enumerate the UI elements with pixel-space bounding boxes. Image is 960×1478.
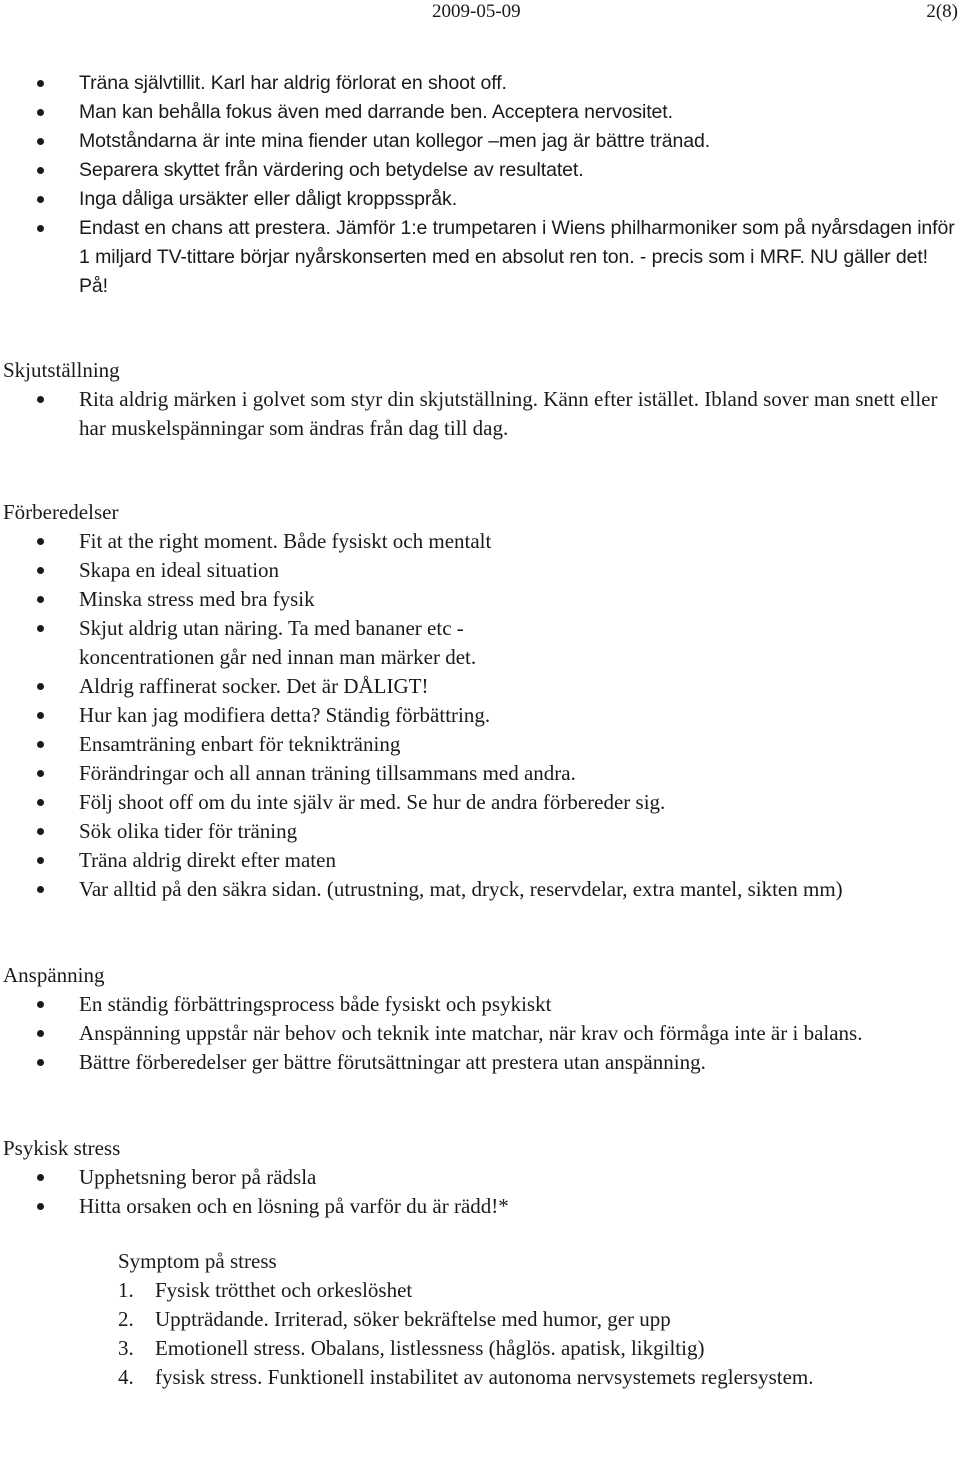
list-item-text: Endast en chans att prestera. Jämför 1:e trumpetaren i Wiens philharmoniker som på nyårsdagen inför 1 miljard TV-tittare börjar nyårskonserten med en absolut ren ton. - precis som i MRF. NU gäller det! På! [79,217,955,297]
bullet-icon [37,167,44,174]
list-item-text: Rita aldrig märken i golvet som styr din skjutställning. Känn efter istället. Ibland sover man snett eller har muskelspänningar som ändras från dag till dag. [79,387,938,440]
list-item [0,585,960,614]
list-item [0,990,960,1019]
list-item [0,69,960,98]
list-item [0,875,960,904]
numbered-item [0,1363,960,1392]
list-item [0,556,960,585]
list-item [0,385,960,443]
section-heading-forberedelser: Förberedelser [3,500,119,524]
list-item [0,672,960,701]
list-item-text: Man kan behålla fokus även med darrande ben. Acceptera nervositet. [79,101,673,123]
document-body [0,69,960,1392]
list-item [0,701,960,730]
bullet-icon [37,596,44,603]
bullet-icon [37,683,44,690]
page-header [0,0,960,30]
list-item-text: Sök olika tider för träning [79,819,298,843]
bullet-icon [37,1001,44,1008]
list-item-text: Skjut aldrig utan näring. Ta med bananer etc -koncentrationen går ned innan man märker det. [79,616,477,669]
list-item [0,1163,960,1192]
header-page-number: 2(8) [926,1,958,22]
list-item-text: Separera skyttet från värdering och betydelse av resultatet. [79,159,584,181]
list-item [0,817,960,846]
numbered-item-text: Uppträdande. Irriterad, söker bekräftelse med humor, ger upp [155,1307,671,1331]
list-item [0,846,960,875]
bullet-icon [37,1174,44,1181]
list-item [0,527,960,556]
item-number: 4. [118,1365,134,1389]
intro-list [0,69,960,301]
skjutstallning-list [0,385,960,443]
bullet-icon [37,770,44,777]
numbered-item [0,1334,960,1363]
bullet-icon [37,1030,44,1037]
list-item-text: Var alltid på den säkra sidan. (utrustning, mat, dryck, reservdelar, extra mantel, sikten mm) [79,877,843,901]
section-heading-anspanning: Anspänning [3,963,105,987]
list-item [0,98,960,127]
bullet-icon [37,857,44,864]
list-item-text: Bättre förberedelser ger bättre förutsättningar att prestera utan anspänning. [79,1050,706,1074]
list-item-text: Hur kan jag modifiera detta? Ständig förbättring. [79,703,491,727]
bullet-icon [37,886,44,893]
list-item-text: Hitta orsaken och en lösning på varför du är rädd!* [79,1194,509,1218]
bullet-icon [37,80,44,87]
bullet-icon [37,196,44,203]
list-item [0,156,960,185]
symptom-heading: Symptom på stress [118,1249,277,1273]
list-item [0,614,960,672]
list-item [0,185,960,214]
list-item-text: Träna självtillit. Karl har aldrig förlorat en shoot off. [79,72,507,94]
header-date: 2009-05-09 [432,1,521,22]
list-item [0,1048,960,1077]
list-item-text: Inga dåliga ursäkter eller dåligt kroppsspråk. [79,188,458,210]
list-item [0,1192,960,1221]
list-item-text: Skapa en ideal situation [79,558,280,582]
psykisk-stress-list [0,1163,960,1221]
list-item-text: Fit at the right moment. Både fysiskt och mentalt [79,529,492,553]
symptom-list [0,1276,960,1392]
bullet-icon [37,567,44,574]
list-item-text: Ensamträning enbart för teknikträning [79,732,401,756]
section-heading-psykisk-stress: Psykisk stress [3,1136,121,1160]
bullet-icon [37,138,44,145]
bullet-icon [37,1203,44,1210]
list-item-text: Anspänning uppstår när behov och teknik inte matchar, när krav och förmåga inte är i balans. [79,1021,863,1045]
list-item-text: Följ shoot off om du inte själv är med. Se hur de andra förbereder sig. [79,790,666,814]
section-heading-skjutstallning: Skjutställning [3,358,120,382]
bullet-icon [37,799,44,806]
bullet-icon [37,712,44,719]
numbered-item-text: fysisk stress. Funktionell instabilitet av autonoma nervsystemets reglersystem. [155,1365,814,1389]
list-item [0,759,960,788]
bullet-icon [37,741,44,748]
list-item-text: Motståndarna är inte mina fiender utan kollegor –men jag är bättre tränad. [79,130,711,152]
bullet-icon [37,396,44,403]
list-item-text: Träna aldrig direkt efter maten [79,848,336,872]
bullet-icon [37,109,44,116]
list-item [0,730,960,759]
item-number: 1. [118,1278,134,1302]
list-item [0,1019,960,1048]
list-item-text: Aldrig raffinerat socker. Det är DÅLIGT! [79,674,429,698]
bullet-icon [37,625,44,632]
list-item-text: Minska stress med bra fysik [79,587,315,611]
list-item-text: Upphetsning beror på rädsla [79,1165,317,1189]
numbered-item-text: Fysisk trötthet och orkeslöshet [155,1278,413,1302]
anspanning-list [0,990,960,1077]
numbered-item [0,1305,960,1334]
list-item-text: Förändringar och all annan träning tillsammans med andra. [79,761,576,785]
bullet-icon [37,828,44,835]
list-item [0,127,960,156]
list-item [0,214,960,301]
item-number: 2. [118,1307,134,1331]
bullet-icon [37,225,44,232]
item-number: 3. [118,1336,134,1360]
numbered-item-text: Emotionell stress. Obalans, listlessness (håglös. apatisk, likgiltig) [155,1336,705,1360]
forberedelser-list [0,527,960,904]
list-item [0,788,960,817]
bullet-icon [37,538,44,545]
bullet-icon [37,1059,44,1066]
numbered-item [0,1276,960,1305]
list-item-text: En ständig förbättringsprocess både fysiskt och psykiskt [79,992,552,1016]
